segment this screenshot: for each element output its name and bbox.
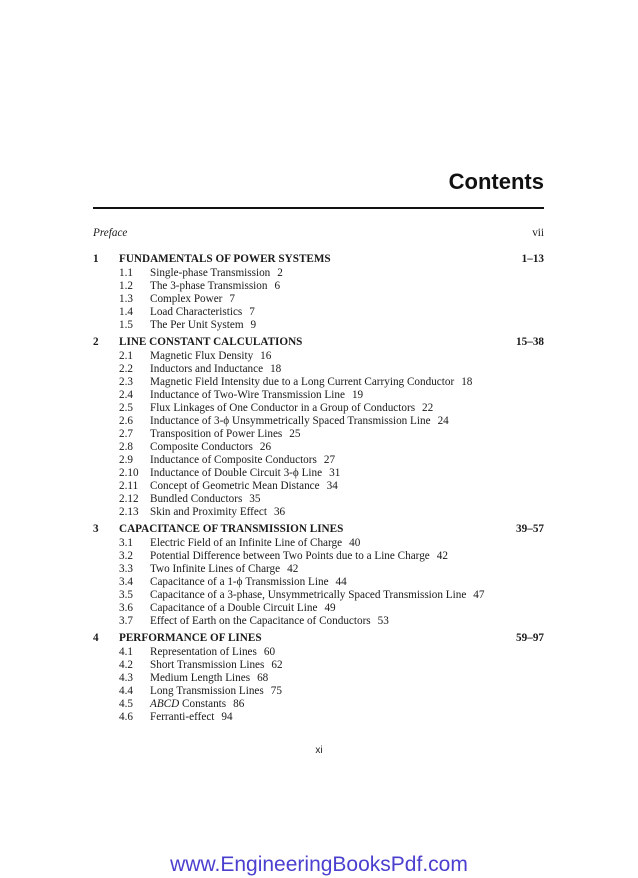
- section-title: Complex Power: [150, 293, 223, 305]
- section-page: 62: [271, 659, 283, 671]
- section-page: 27: [323, 454, 336, 466]
- section-page: 53: [377, 615, 389, 627]
- section-title: Single-phase Transmission: [150, 267, 271, 279]
- section-number: 4.5: [119, 698, 133, 710]
- chapter-title: PERFORMANCE OF LINES: [119, 632, 262, 644]
- chapter-pages: 59–97: [516, 632, 544, 644]
- section-entry[interactable]: [93, 415, 544, 428]
- section-number: 2.9: [119, 454, 133, 466]
- section-title: The Per Unit System: [150, 319, 244, 331]
- section-title-wrap: [150, 537, 360, 550]
- chapter-number: 3: [93, 523, 99, 535]
- chapter-heading[interactable]: [93, 523, 544, 536]
- section-page: 7: [229, 293, 235, 305]
- section-page: 24: [437, 415, 449, 427]
- section-title-wrap: [150, 493, 260, 506]
- section-entry[interactable]: [93, 615, 544, 628]
- section-entry[interactable]: [93, 267, 544, 280]
- chapter-pages: 1–13: [521, 253, 544, 265]
- section-entry[interactable]: [93, 389, 544, 402]
- section-title-wrap: [150, 454, 335, 467]
- watermark-url[interactable]: www.EngineeringBooksPdf.com: [170, 853, 468, 876]
- section-entry[interactable]: [93, 428, 544, 441]
- section-page: 31: [329, 467, 341, 479]
- section-page: 49: [324, 602, 336, 614]
- chapter-1: [93, 253, 544, 332]
- section-title: Ferranti-effect: [150, 711, 215, 723]
- section-number: 1.3: [119, 293, 133, 305]
- section-page: 36: [273, 506, 286, 518]
- section-number: 4.6: [119, 711, 133, 723]
- section-entry[interactable]: [93, 454, 544, 467]
- section-title: Inductors and Inductance: [150, 363, 264, 375]
- section-entry[interactable]: [93, 493, 544, 506]
- section-entry[interactable]: [93, 698, 544, 711]
- section-title: Inductance of Two-Wire Transmission Line: [150, 389, 345, 401]
- section-page: 94: [221, 711, 233, 723]
- section-title-wrap: [150, 563, 298, 576]
- section-title: Electric Field of an Infinite Line of Charge: [150, 537, 343, 549]
- section-title-wrap: [150, 602, 336, 615]
- section-title-wrap: [150, 589, 484, 602]
- section-number: 1.2: [119, 280, 133, 292]
- chapter-heading[interactable]: [93, 336, 544, 349]
- section-entry[interactable]: [93, 280, 544, 293]
- section-entry[interactable]: [93, 467, 544, 480]
- section-number: 3.7: [119, 615, 133, 627]
- section-title-wrap: [150, 350, 271, 363]
- title-rule: [93, 207, 544, 209]
- section-entry[interactable]: [93, 363, 544, 376]
- chapter-2: [93, 336, 544, 519]
- section-entry[interactable]: [93, 480, 544, 493]
- section-title-wrap: [150, 293, 235, 306]
- section-entry[interactable]: [93, 685, 544, 698]
- section-title-italic: ABCD: [150, 698, 180, 710]
- section-title-wrap: [150, 415, 449, 428]
- section-page: 25: [289, 428, 301, 440]
- section-title: Short Transmission Lines: [150, 659, 265, 671]
- section-number: 2.2: [119, 363, 133, 375]
- section-entry[interactable]: [93, 711, 544, 724]
- section-number: 3.6: [119, 602, 133, 614]
- section-title-wrap: [150, 280, 280, 293]
- section-number: 3.5: [119, 589, 133, 601]
- section-number: 2.11: [119, 480, 139, 492]
- section-page: 34: [326, 480, 338, 492]
- chapter-title: LINE CONSTANT CALCULATIONS: [119, 336, 303, 348]
- section-title: Representation of Lines: [150, 646, 257, 658]
- section-entry[interactable]: [93, 441, 544, 454]
- chapter-heading[interactable]: [93, 632, 544, 645]
- section-title-wrap: [150, 711, 233, 724]
- section-title: Long Transmission Lines: [150, 685, 264, 697]
- section-page: 44: [335, 576, 347, 588]
- chapter-3: [93, 523, 544, 628]
- section-title-wrap: [150, 672, 268, 685]
- section-page: 6: [274, 280, 281, 292]
- section-title-wrap: [150, 698, 244, 711]
- section-number: 1.4: [119, 306, 133, 318]
- section-entry[interactable]: [93, 319, 544, 332]
- section-page: 42: [436, 550, 448, 562]
- chapter-number: 4: [93, 632, 99, 644]
- section-page: 2: [277, 267, 283, 279]
- section-page: 47: [473, 589, 485, 601]
- section-entry[interactable]: [93, 576, 544, 589]
- section-title-wrap: [150, 402, 433, 415]
- section-title: Two Infinite Lines of Charge: [150, 563, 281, 575]
- section-title-wrap: [150, 467, 340, 480]
- chapter-heading[interactable]: [93, 253, 544, 266]
- section-page: 35: [249, 493, 261, 505]
- section-entry[interactable]: [93, 306, 544, 319]
- page-number: xi: [315, 745, 323, 756]
- section-number: 4.4: [119, 685, 133, 697]
- section-page: 68: [257, 672, 269, 684]
- chapter-pages: 39–57: [516, 523, 544, 535]
- chapter-pages: 15–38: [516, 336, 544, 348]
- section-title-wrap: [150, 646, 275, 659]
- section-title-wrap: [150, 267, 283, 280]
- section-number: 2.13: [119, 506, 139, 518]
- section-number: 3.3: [119, 563, 133, 575]
- section-title-wrap: [150, 428, 300, 441]
- preface-label: Preface: [93, 227, 128, 239]
- section-title-wrap: [150, 615, 389, 628]
- section-number: 4.3: [119, 672, 133, 684]
- page-title: Contents: [448, 169, 544, 194]
- preface-page: vii: [532, 227, 544, 239]
- section-number: 1.1: [119, 267, 133, 279]
- section-page: 18: [461, 376, 473, 388]
- section-title-wrap: [150, 319, 256, 332]
- section-title: Inductance of Composite Conductors: [150, 454, 317, 466]
- section-page: 7: [249, 306, 255, 318]
- section-entry[interactable]: [93, 672, 544, 685]
- section-number: 4.2: [119, 659, 133, 671]
- chapter-number: 1: [93, 253, 99, 265]
- section-page: 60: [263, 646, 276, 658]
- section-title: Potential Difference between Two Points due to a Line Charge: [150, 550, 430, 562]
- section-entry[interactable]: [93, 550, 544, 563]
- section-title-wrap: [150, 376, 472, 389]
- section-entry[interactable]: [93, 659, 544, 672]
- section-number: 4.1: [119, 646, 133, 658]
- section-number: 2.8: [119, 441, 133, 453]
- section-entry[interactable]: [93, 646, 544, 659]
- chapter-4: [93, 632, 544, 724]
- section-title-wrap: [150, 441, 271, 454]
- section-page: 75: [270, 685, 282, 697]
- section-page: 42: [287, 563, 299, 575]
- chapter-number: 2: [93, 336, 99, 348]
- section-entry[interactable]: [93, 506, 544, 519]
- section-entry[interactable]: [93, 602, 544, 615]
- section-title-wrap: [150, 576, 347, 589]
- section-page: 40: [349, 537, 361, 549]
- section-title-wrap: [150, 550, 448, 563]
- section-number: 2.1: [119, 350, 133, 362]
- section-number: 3.1: [119, 537, 133, 549]
- section-title: The 3-phase Transmission: [150, 280, 268, 292]
- section-title: Concept of Geometric Mean Distance: [150, 480, 320, 492]
- section-page: 18: [270, 363, 282, 375]
- section-page: 86: [233, 698, 245, 710]
- section-entry[interactable]: [93, 402, 544, 415]
- section-title: Inductance of Double Circuit 3-ϕ Line: [150, 467, 323, 479]
- section-number: 2.6: [119, 415, 133, 427]
- section-page: 16: [260, 350, 272, 362]
- chapter-title: FUNDAMENTALS OF POWER SYSTEMS: [119, 253, 331, 265]
- section-entry[interactable]: [93, 350, 544, 363]
- section-number: 2.3: [119, 376, 133, 388]
- section-title-wrap: [150, 363, 281, 376]
- section-title: Inductance of 3-ϕ Unsymmetrically Spaced Transmission Line: [150, 415, 431, 427]
- section-title: Capacitance of a Double Circuit Line: [150, 602, 318, 614]
- section-page: 19: [351, 389, 364, 401]
- section-title: Load Characteristics: [150, 306, 243, 318]
- section-title-wrap: [150, 685, 282, 698]
- section-entry[interactable]: [93, 589, 544, 602]
- section-title: Medium Length Lines: [150, 672, 251, 684]
- chapter-list: [93, 253, 544, 724]
- section-title-wrap: [150, 659, 283, 672]
- section-number: 2.10: [119, 467, 139, 479]
- section-number: 2.4: [119, 389, 133, 401]
- chapter-title: CAPACITANCE OF TRANSMISSION LINES: [119, 523, 344, 535]
- section-number: 3.2: [119, 550, 133, 562]
- section-title: Effect of Earth on the Capacitance of Conductors: [150, 615, 371, 627]
- section-title-wrap: [150, 389, 363, 402]
- section-title: Magnetic Flux Density: [150, 350, 254, 362]
- section-title-rest: Constants: [179, 698, 227, 710]
- section-title-wrap: [150, 306, 255, 319]
- section-title-wrap: [150, 506, 285, 519]
- section-page: 9: [250, 319, 257, 331]
- section-title-wrap: [150, 480, 338, 493]
- section-number: 1.5: [119, 319, 133, 331]
- section-number: 3.4: [119, 576, 133, 588]
- section-page: 22: [422, 402, 434, 414]
- section-number: 2.7: [119, 428, 133, 440]
- section-number: 2.12: [119, 493, 139, 505]
- section-title: Bundled Conductors: [150, 493, 243, 505]
- section-title: Capacitance of a 1-ϕ Transmission Line: [150, 576, 329, 588]
- section-entry[interactable]: [93, 537, 544, 550]
- section-page: 26: [259, 441, 272, 453]
- section-title: Composite Conductors: [150, 441, 253, 453]
- section-entry[interactable]: [93, 293, 544, 306]
- section-title: Capacitance of a 3-phase, Unsymmetrically Spaced Transmission Line: [150, 589, 467, 601]
- section-title: Magnetic Field Intensity due to a Long Current Carrying Conductor: [150, 376, 455, 388]
- section-title: Flux Linkages of One Conductor in a Group of Conductors: [150, 402, 416, 414]
- section-entry[interactable]: [93, 563, 544, 576]
- section-entry[interactable]: [93, 376, 544, 389]
- table-of-contents: [93, 227, 544, 728]
- section-number: 2.5: [119, 402, 133, 414]
- preface-entry[interactable]: [93, 227, 544, 240]
- section-title: Skin and Proximity Effect: [150, 506, 267, 518]
- section-title: Transposition of Power Lines: [150, 428, 283, 440]
